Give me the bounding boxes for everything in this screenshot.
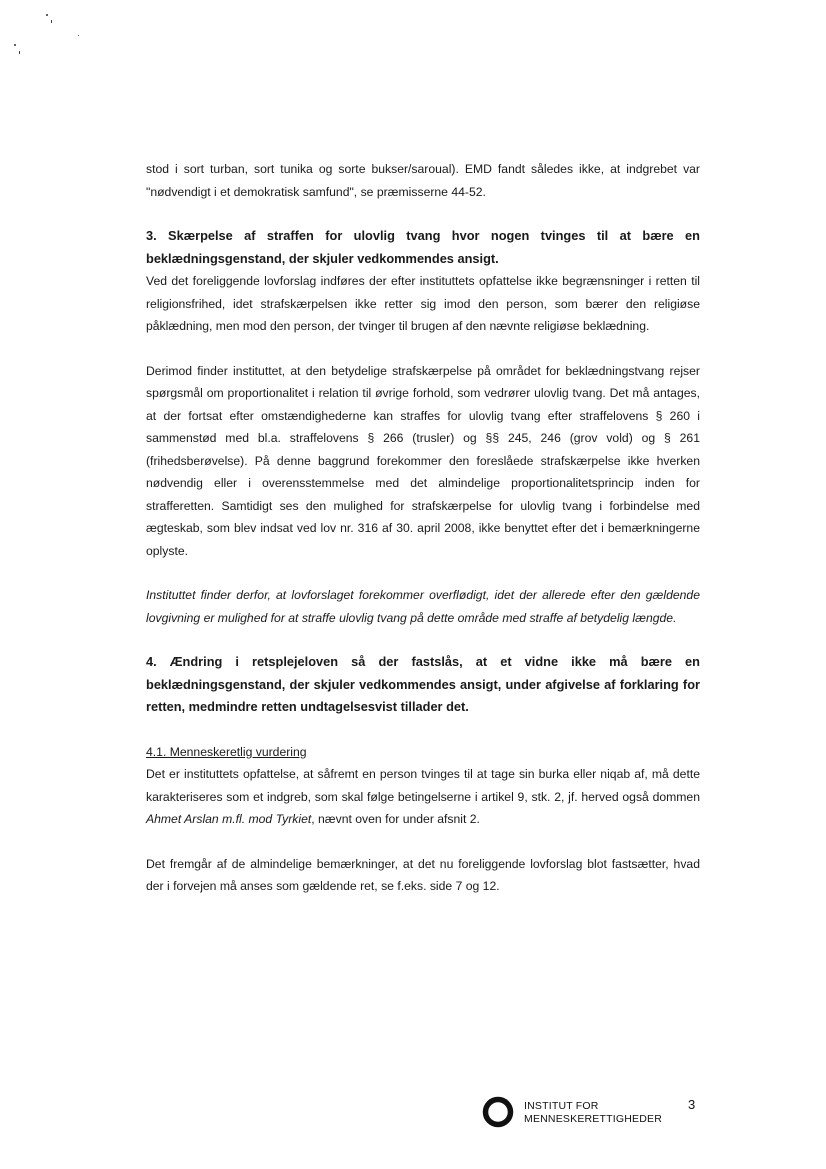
paragraph-3b: Derimod finder instituttet, at den betydelige strafskærpelse på området for beklædningstvang rejser spørgsmål om proportionalitet i relation til øvrige forhold, som vedrører ulovlig tvang. Det må antages, at der fortsat efter omstændighederne kan straffes for ulovlig tvang efter straffelovens § 260 i sammenstød med bl.a. straffelovens § 266 (trusler) og §§ 245, 246 (grov vold) og § 261 (frihedsberøvelse). På denne baggrund forekommer den foreslåede strafskærpelse ikke hverken nødvendig eller i overensstemmelse med det almindelige proportionalitetsprincip inden for strafferetten. Samtidigt ses den mulighed for strafskærpelse for ulovlig tvang i forbindelse med ægteskab, som blev indsat ved lov nr. 316 af 30. april 2008, ikke benyttet efter det i bemærkningerne oplyste. (146, 363, 700, 558)
subsection-4-1-title: 4.1. Menneskeretlig vurdering (146, 744, 307, 759)
ring-logo-icon (482, 1096, 514, 1128)
org-name-line1: INSTITUT FOR (524, 1100, 599, 1112)
org-name-line2: MENNESKERETTIGHEDER (524, 1113, 662, 1125)
scan-speck (19, 51, 20, 54)
paragraph-4-1a-text: Det er instituttets opfattelse, at såfremt en person tvinges til at tage sin burka eller niqab af, må dette karakteriseres som et indgreb, som skal følge betingelserne i artikel 9, stk. 2, jf. herved også dommen (146, 767, 700, 804)
scan-speck (51, 20, 52, 23)
section-4-heading: 4. Ændring i retsplejeloven så der fastslås, at et vidne ikke må bære en beklædningsgenstand, der skjuler vedkommendes ansigt, under afgivelse af forklaring for retten, medmindre retten undtagelsesvist tillader det. (146, 654, 700, 714)
footer-organization (524, 1100, 662, 1126)
paragraph-4-1a (146, 763, 700, 831)
section-3-heading: 3. Skærpelse af straffen for ulovlig tvang hvor nogen tvinges til at bære en beklædningsgenstand, der skjuler vedkommendes ansigt. (146, 228, 700, 266)
page-number: 3 (688, 1097, 696, 1112)
case-name: Ahmet Arslan m.fl. mod Tyrkiet (146, 812, 312, 826)
paragraph-intro: stod i sort turban, sort tunika og sorte bukser/saroual). EMD fandt således ikke, at indgrebet var "nødvendigt i et demokratisk samfund", se præmisserne 44-52. (146, 162, 700, 199)
scan-speck (78, 35, 79, 36)
paragraph-3a: Ved det foreliggende lovforslag indføres der efter instituttets opfattelse ikke begrænsninger i retten til religionsfrihed, idet strafskærpelsen ikke retter sig imod den person, som bærer den religiøse påklædning, men mod den person, der tvinger til brugen af den nævnte religiøse beklædning. (146, 274, 700, 333)
paragraph-3c-italic: Instituttet finder derfor, at lovforslaget forekommer overflødigt, idet der allerede efter den gældende lovgivning er mulighed for at straffe ulovlig tvang på dette område med straffe af betydelig længde. (146, 588, 700, 625)
paragraph-4-1b: Det fremgår af de almindelige bemærkninger, at det nu foreliggende lovforslag blot fastsætter, hvad der i forvejen må anses som gældende ret, se f.eks. side 7 og 12. (146, 856, 700, 893)
scan-speck (46, 14, 48, 16)
document-body (146, 158, 700, 898)
scan-speck (14, 44, 16, 46)
paragraph-4-1a-tail: , nævnt oven for under afsnit 2. (311, 812, 480, 826)
